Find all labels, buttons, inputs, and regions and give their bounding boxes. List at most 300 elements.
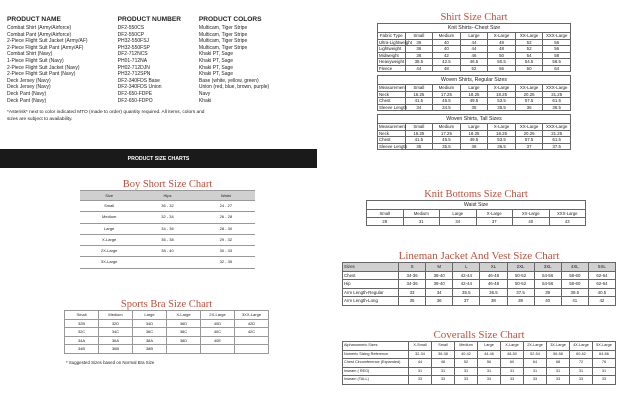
table-cell: 58-60 bbox=[561, 271, 588, 280]
table-row bbox=[65, 328, 269, 337]
table-cell: 34-36 bbox=[399, 271, 426, 280]
column-header: Medium bbox=[433, 33, 461, 40]
table-cell: 52-54 bbox=[524, 350, 547, 359]
table-cell bbox=[138, 257, 196, 268]
column-header: XXX-Large bbox=[543, 124, 571, 131]
table-cell: Arm Length-Long bbox=[343, 297, 399, 306]
table-cell: 42C bbox=[235, 328, 269, 337]
availability-note: *Asterisk* next to color indicated MTO (made to order) quantity required. All items, colors and sizes are subject to availability. bbox=[7, 110, 205, 122]
table-cell: 33 bbox=[409, 376, 432, 385]
knit-shirts-caption: Knit Shirts--Chest Size bbox=[377, 23, 571, 32]
column-header: XX-Large bbox=[515, 85, 543, 92]
column-header: Large bbox=[460, 85, 488, 92]
table-cell: Chest bbox=[343, 271, 399, 280]
product-number-column bbox=[118, 16, 199, 104]
table-cell: 40E bbox=[201, 336, 235, 345]
column-header: Large bbox=[460, 124, 488, 131]
product-name: Deck Pant (Navy) bbox=[7, 90, 47, 97]
column-header: Size bbox=[80, 191, 138, 201]
table-cell: 53.5 bbox=[488, 137, 516, 144]
column-header: X-Large bbox=[501, 342, 524, 351]
table-cell: Hip bbox=[343, 280, 399, 289]
table-cell: X-Large bbox=[80, 234, 138, 245]
table-cell bbox=[167, 345, 201, 354]
table-cell: Chest Circumference (Expanded) bbox=[343, 359, 409, 368]
table-cell: 62-64 bbox=[588, 280, 615, 289]
table-row bbox=[343, 367, 616, 376]
table-cell: 21.25 bbox=[543, 130, 571, 137]
column-header: X-Small bbox=[409, 342, 432, 351]
table-cell: 20.25 bbox=[515, 91, 543, 98]
table-cell: 18.25 bbox=[460, 91, 488, 98]
table-cell: 56 bbox=[488, 65, 516, 72]
table-cell: 60 bbox=[515, 65, 543, 72]
table-cell: 37.5 bbox=[543, 143, 571, 150]
column-header: Large bbox=[133, 311, 167, 320]
table-cell: 37 bbox=[515, 143, 543, 150]
table-cell: 38A bbox=[133, 336, 167, 345]
table-cell: 44-46 bbox=[478, 350, 501, 359]
product-name: Deck Jersey (Navy) bbox=[7, 84, 51, 91]
table-cell: 76 bbox=[593, 359, 616, 368]
table-cell: 32 - 35 bbox=[197, 257, 255, 268]
product-name: 2-Piece Flight Suit Pant (Army/AF) bbox=[7, 44, 84, 51]
product-colors-header: PRODUCT COLORS bbox=[198, 16, 262, 23]
column-header: XX-Large bbox=[515, 124, 543, 131]
table-cell: 36 bbox=[405, 39, 433, 46]
table-cell: 60 bbox=[501, 359, 524, 368]
table-cell: 44 bbox=[460, 46, 488, 53]
product-color: Base (white, yellow, green) bbox=[198, 77, 259, 84]
table-cell: 31 bbox=[409, 367, 432, 376]
table-cell: 58 bbox=[543, 52, 571, 59]
table-cell: 33 bbox=[593, 376, 616, 385]
table-row bbox=[343, 280, 616, 289]
table-cell: Medium bbox=[403, 210, 440, 218]
table-cell bbox=[235, 345, 269, 354]
table-cell: 50-52 bbox=[507, 271, 534, 280]
column-header: Alphanumeric Sizes bbox=[343, 342, 409, 351]
product-number: DF2-650-FDPO bbox=[117, 97, 153, 104]
table-cell: 72 bbox=[570, 359, 593, 368]
table-cell: 34C bbox=[99, 328, 133, 337]
table-cell: 35.5 bbox=[488, 104, 516, 111]
sports-bra-note: * Suggested Sizes based on Normal Bra Size bbox=[66, 359, 155, 365]
column-header: Medium bbox=[433, 124, 461, 131]
table-cell: 42 bbox=[588, 297, 615, 306]
column-header: Hips bbox=[138, 191, 196, 201]
column-header: Sizes bbox=[343, 263, 399, 272]
table-cell: 33 bbox=[478, 376, 501, 385]
table-cell: 32B bbox=[65, 319, 99, 328]
table-cell: 36 - 32 bbox=[138, 201, 196, 212]
table-cell: Sleeve Length bbox=[379, 143, 408, 149]
table-cell: 2X-Large bbox=[80, 246, 138, 257]
table-cell: Small bbox=[367, 210, 404, 218]
table-cell: 31 bbox=[455, 367, 478, 376]
product-number: DF2-550CP bbox=[117, 31, 145, 38]
table-cell: 35.5 bbox=[453, 288, 480, 297]
waist-size-caption: Waist Size bbox=[366, 200, 586, 209]
sports-bra-table bbox=[64, 310, 269, 354]
table-cell: 53.5 bbox=[488, 98, 516, 105]
table-cell: XXX-Large bbox=[549, 210, 586, 218]
table-cell: 34 bbox=[426, 288, 453, 297]
product-color: Khaki PT, Sage bbox=[198, 71, 234, 78]
coveralls-size-chart bbox=[342, 329, 616, 385]
table-cell: 18.25 bbox=[488, 130, 516, 137]
column-header: 3XL bbox=[534, 263, 561, 272]
table-cell: 38-40 bbox=[426, 280, 453, 289]
column-header: Measurement bbox=[379, 124, 406, 129]
table-cell: 56 bbox=[543, 39, 571, 46]
table-cell: 17.25 bbox=[433, 130, 461, 137]
table-cell: 46 bbox=[460, 52, 488, 59]
table-cell: 64 bbox=[543, 65, 571, 72]
column-header: 4X-Large bbox=[570, 342, 593, 351]
table-cell: 42D bbox=[235, 319, 269, 328]
woven-tall-caption: Woven Shirts, Tall Sizes bbox=[377, 114, 571, 123]
table-cell: 36B bbox=[99, 345, 133, 354]
table-cell: 31 bbox=[432, 367, 455, 376]
shirt-size-chart bbox=[377, 12, 571, 150]
table-cell: Large bbox=[80, 223, 138, 234]
table-cell: 52 bbox=[455, 359, 478, 368]
table-cell: 40D bbox=[201, 319, 235, 328]
column-header: Measurement bbox=[379, 85, 406, 90]
table-cell: 38B bbox=[133, 345, 167, 354]
table-cell: 48 bbox=[432, 359, 455, 368]
table-cell: 40 bbox=[534, 297, 561, 306]
product-color: Multicam, Tiger Stripe bbox=[198, 44, 248, 51]
column-header: Waist bbox=[197, 191, 255, 201]
column-header: 3X-Large bbox=[547, 342, 570, 351]
table-row bbox=[378, 65, 571, 72]
table-cell: 35 bbox=[460, 104, 488, 111]
table-cell: 40 bbox=[433, 39, 461, 46]
column-header: 4XL bbox=[561, 263, 588, 272]
table-cell: 34 - 36 bbox=[138, 223, 196, 234]
table-cell bbox=[201, 345, 235, 354]
table-cell: Sleeve Length bbox=[379, 104, 408, 110]
table-cell: 3X-Large bbox=[80, 257, 138, 268]
table-cell: 49.5 bbox=[460, 137, 488, 144]
table-cell: 29 - 32 bbox=[197, 234, 255, 245]
table-cell: 45.5 bbox=[433, 98, 461, 105]
table-cell: Small bbox=[80, 201, 138, 212]
product-color: Khaki PT, Sage bbox=[198, 64, 234, 71]
table-cell: Arm Length-Regular bbox=[343, 288, 399, 297]
table-cell: 49.5 bbox=[460, 98, 488, 105]
column-header: Small bbox=[65, 311, 99, 320]
product-number: PH02-712DJN bbox=[117, 64, 150, 71]
table-cell: 46-48 bbox=[480, 280, 507, 289]
product-name: Deck Jersey (Navy) bbox=[7, 77, 51, 84]
table-cell: 34B bbox=[65, 345, 99, 354]
table-cell: 34 bbox=[405, 104, 433, 111]
column-header: S bbox=[399, 263, 426, 272]
product-name-column bbox=[7, 16, 118, 104]
product-number: PH32-712SPN bbox=[117, 71, 151, 78]
table-row bbox=[65, 319, 269, 328]
table-cell: 31 bbox=[403, 218, 440, 226]
table-cell: 48 bbox=[433, 65, 461, 72]
product-name: Combat Shirt (Army/Airforce) bbox=[7, 25, 72, 31]
table-row bbox=[80, 212, 255, 223]
table-cell: 41 bbox=[561, 297, 588, 306]
product-number: DF2-550CS bbox=[117, 25, 145, 31]
table-cell: 42.5 bbox=[433, 59, 461, 66]
table-cell: Chest bbox=[378, 98, 406, 105]
table-cell: 37 bbox=[476, 218, 513, 226]
table-cell: 36.5 bbox=[543, 104, 571, 111]
table-cell: 36C bbox=[133, 328, 167, 337]
table-cell: 32C bbox=[65, 328, 99, 337]
table-cell: 41.5 bbox=[405, 98, 433, 105]
table-cell: 40C bbox=[201, 328, 235, 337]
table-cell: 39 bbox=[507, 297, 534, 306]
woven-tall-table bbox=[377, 123, 571, 150]
table-cell: 36A bbox=[99, 336, 133, 345]
table-cell: Large bbox=[440, 210, 477, 218]
table-cell: 57.5 bbox=[515, 137, 543, 144]
coveralls-chart-title: Coveralls Size Chart bbox=[433, 329, 525, 341]
column-header: Fabric Type bbox=[378, 33, 406, 40]
table-cell: 56 bbox=[478, 359, 501, 368]
table-cell: 62-64 bbox=[588, 271, 615, 280]
product-number: PH32-550FSJ bbox=[117, 38, 150, 45]
table-cell: 17.25 bbox=[433, 91, 461, 98]
table-cell: 42-44 bbox=[453, 271, 480, 280]
column-header: 5XL bbox=[588, 263, 615, 272]
table-cell: Lightweight bbox=[378, 46, 406, 53]
table-cell: 35.5 bbox=[433, 143, 461, 150]
table-cell: 46.5 bbox=[460, 59, 488, 66]
table-cell: 48-50 bbox=[501, 350, 524, 359]
woven-regular-table bbox=[377, 84, 571, 111]
product-color: Multicam, Tiger Stripe bbox=[198, 38, 248, 45]
table-cell: Inseam (TALL) bbox=[343, 376, 409, 385]
product-number-header: PRODUCT NUMBER bbox=[117, 16, 181, 23]
table-cell: 54.5 bbox=[515, 59, 543, 66]
table-cell: 28 bbox=[367, 218, 404, 226]
table-cell: 33 bbox=[524, 376, 547, 385]
table-cell: Midweight bbox=[378, 52, 406, 59]
table-cell: 34D bbox=[133, 319, 167, 328]
table-header-row bbox=[80, 191, 255, 201]
table-cell: 35 bbox=[399, 297, 426, 306]
table-cell: 40 bbox=[433, 46, 461, 53]
column-header: Medium bbox=[455, 342, 478, 351]
table-cell: 34 bbox=[440, 218, 477, 226]
column-header: 2X-Large bbox=[524, 342, 547, 351]
table-row bbox=[65, 336, 269, 345]
table-cell: 42-44 bbox=[453, 280, 480, 289]
product-name: 2-Piece Flight Suit Pant (Navy) bbox=[7, 71, 76, 78]
table-cell: 16.25 bbox=[405, 91, 433, 98]
product-color: Navy bbox=[198, 90, 211, 97]
table-cell: 58.5 bbox=[543, 59, 571, 66]
table-cell: 58-60 bbox=[561, 280, 588, 289]
lineman-chart-title: Lineman Jacket And Vest Size Chart bbox=[398, 250, 560, 262]
table-header-row bbox=[343, 263, 616, 272]
column-header: 2XL bbox=[507, 263, 534, 272]
table-row bbox=[80, 223, 255, 234]
column-header: 2X-Large bbox=[201, 311, 235, 320]
table-cell: 52 bbox=[515, 39, 543, 46]
table-header-row bbox=[65, 311, 269, 320]
table-cell: 52 bbox=[460, 65, 488, 72]
table-cell: Neck bbox=[378, 91, 406, 98]
table-row bbox=[80, 201, 255, 212]
coveralls-table bbox=[342, 341, 616, 385]
table-row bbox=[65, 345, 269, 354]
table-header-row bbox=[343, 342, 616, 351]
column-header: X-Large bbox=[488, 33, 516, 40]
table-cell: 52 bbox=[515, 46, 543, 53]
table-cell: 31 bbox=[593, 367, 616, 376]
table-cell: 36 bbox=[426, 297, 453, 306]
table-row bbox=[343, 288, 616, 297]
table-cell: 18.25 bbox=[488, 91, 516, 98]
table-cell: 57.5 bbox=[515, 98, 543, 105]
column-header: Large bbox=[460, 33, 488, 40]
table-cell: 64-66 bbox=[593, 350, 616, 359]
table-cell: X-Large bbox=[476, 210, 513, 218]
table-cell: 32D bbox=[99, 319, 133, 328]
table-row bbox=[343, 271, 616, 280]
table-cell: 36 - 38 bbox=[138, 234, 196, 245]
column-header: Small bbox=[405, 124, 433, 131]
table-cell: 50.5 bbox=[488, 59, 516, 66]
table-cell: 68 bbox=[547, 359, 570, 368]
table-cell: 18.25 bbox=[460, 130, 488, 137]
table-cell: 45.5 bbox=[433, 137, 461, 144]
table-cell: Medium bbox=[80, 212, 138, 223]
table-row bbox=[343, 297, 616, 306]
product-color: Multicam, Tiger Stripe bbox=[198, 31, 248, 38]
boy-short-chart-title: Boy Short Size Chart bbox=[122, 179, 213, 190]
table-cell: 34-36 bbox=[399, 280, 426, 289]
table-cell: 44 bbox=[460, 39, 488, 46]
table-cell: XX-Large bbox=[513, 210, 550, 218]
table-cell: 38 bbox=[480, 297, 507, 306]
table-row bbox=[343, 350, 616, 359]
table-cell: 36D bbox=[167, 319, 201, 328]
column-header: Large bbox=[478, 342, 501, 351]
table-cell: 40-42 bbox=[455, 350, 478, 359]
table-cell: 34.5 bbox=[433, 104, 461, 111]
table-cell: 36.5 bbox=[488, 143, 516, 150]
table-cell: 26 - 28 bbox=[197, 212, 255, 223]
table-cell: 38C bbox=[167, 328, 201, 337]
table-cell: 44 bbox=[409, 359, 432, 368]
column-header: L bbox=[453, 263, 480, 272]
product-name: Deck Pant (Navy) bbox=[7, 97, 47, 104]
table-cell: 28 - 30 bbox=[197, 223, 255, 234]
lineman-size-chart bbox=[342, 250, 616, 306]
product-name-header: PRODUCT NAME bbox=[7, 16, 61, 23]
product-list bbox=[7, 16, 287, 123]
product-name: 2-Piece Flight Suit Jacket (Army/AF) bbox=[7, 38, 88, 45]
table-cell: 36 bbox=[515, 104, 543, 111]
column-header: 5X-Large bbox=[593, 342, 616, 351]
table-cell: 36.5 bbox=[480, 288, 507, 297]
table-cell: 16.25 bbox=[405, 130, 433, 137]
table-cell: 48 bbox=[488, 39, 516, 46]
product-number: DF2-650-FDPE bbox=[117, 90, 153, 97]
table-cell: 60-62 bbox=[570, 350, 593, 359]
table-cell: 41.5 bbox=[405, 137, 433, 144]
table-cell: 39 bbox=[534, 288, 561, 297]
table-cell: 64 bbox=[524, 359, 547, 368]
product-name: 1-Piece Flight Suit (Navy) bbox=[7, 57, 64, 64]
column-header: 3XX-Large bbox=[235, 311, 269, 320]
table-cell: 31 bbox=[501, 367, 524, 376]
knit-bottoms-chart-title: Knit Bottoms Size Chart bbox=[424, 189, 528, 200]
table-cell: 37.5 bbox=[507, 288, 534, 297]
table-cell: 46-48 bbox=[480, 271, 507, 280]
table-cell: 31 bbox=[570, 367, 593, 376]
table-cell: 44 bbox=[405, 65, 433, 72]
table-cell: 61.5 bbox=[543, 98, 571, 105]
table-cell: 32 - 34 bbox=[138, 212, 196, 223]
product-color: Multicam, Tiger Stripe bbox=[198, 25, 248, 31]
table-cell: 30 - 33 bbox=[197, 246, 255, 257]
product-name: Combat Shirt (Navy) bbox=[7, 51, 53, 58]
sports-bra-size-chart bbox=[64, 299, 269, 365]
table-cell: 20.25 bbox=[515, 130, 543, 137]
table-cell: 50-52 bbox=[507, 280, 534, 289]
column-header: M bbox=[426, 263, 453, 272]
table-row bbox=[378, 104, 571, 111]
table-cell: 34A bbox=[65, 336, 99, 345]
table-cell: 31 bbox=[478, 367, 501, 376]
table-cell: Ultra-Lightweight bbox=[379, 39, 412, 45]
column-header: X-Large bbox=[488, 124, 516, 131]
product-name: 2-Piece Flight Suit Jacket (Navy) bbox=[7, 64, 80, 71]
table-cell: 36-38 bbox=[432, 350, 455, 359]
table-cell: 21.25 bbox=[543, 91, 571, 98]
table-cell: Neck bbox=[378, 130, 406, 137]
column-header: X-Large bbox=[167, 311, 201, 320]
table-row bbox=[80, 246, 255, 257]
column-header: Small bbox=[432, 342, 455, 351]
column-header: Small bbox=[405, 33, 433, 40]
table-cell: 43 bbox=[549, 218, 586, 226]
table-cell: 33 bbox=[399, 288, 426, 297]
product-number: DF2-340FDS Union bbox=[117, 84, 162, 91]
column-header: XL bbox=[480, 263, 507, 272]
knit-shirts-table bbox=[377, 32, 571, 72]
product-number: PH01-712NA bbox=[117, 57, 148, 64]
lineman-table bbox=[342, 262, 616, 306]
table-cell: 31 bbox=[524, 367, 547, 376]
table-cell: 56 bbox=[543, 46, 571, 53]
table-row bbox=[378, 143, 571, 150]
table-row bbox=[80, 234, 255, 245]
table-row bbox=[367, 210, 586, 218]
column-header: X-Large bbox=[488, 85, 516, 92]
table-cell: 24 - 27 bbox=[197, 201, 255, 212]
column-header: XXX-Large bbox=[543, 85, 571, 92]
table-row bbox=[343, 376, 616, 385]
column-header: Medium bbox=[433, 85, 461, 92]
table-cell: 33 bbox=[455, 376, 478, 385]
boy-short-size-chart bbox=[80, 179, 255, 269]
table-cell: 33 bbox=[570, 376, 593, 385]
table-cell: 54 bbox=[515, 52, 543, 59]
